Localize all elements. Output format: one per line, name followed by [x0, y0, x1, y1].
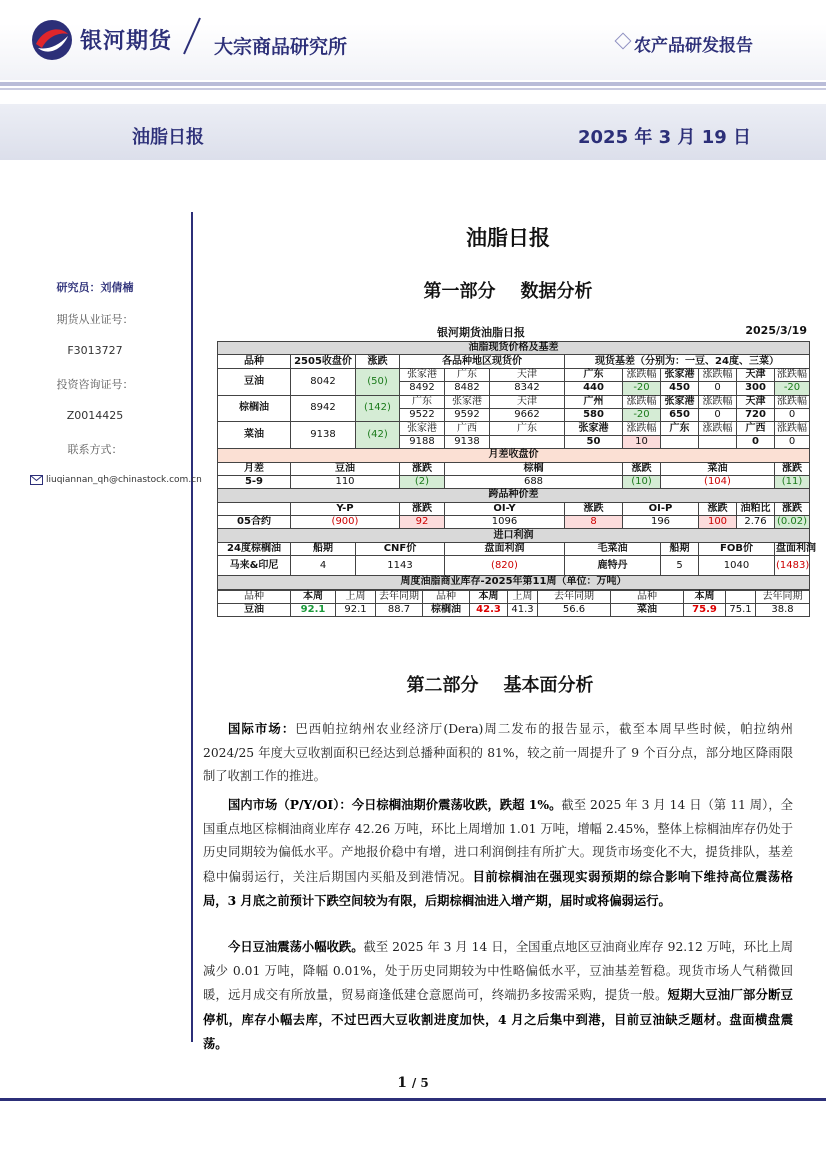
- soy-region: 张家港: [400, 368, 445, 381]
- cross-col: Y-P: [291, 502, 400, 515]
- rape-basis: 50: [565, 435, 623, 448]
- soy-price: 8492: [400, 382, 445, 395]
- spread-cell: 688: [445, 475, 623, 488]
- paragraph-international: [203, 717, 793, 789]
- oil-daily-table: [217, 321, 816, 617]
- para-conclusion: 短期大豆油厂部分断豆停机，库存小幅去库，不过巴西大豆收割进度加快，4 月之后集中到港，目前豆油缺乏题材。盘面横盘震荡。: [203, 987, 793, 1051]
- spread-col: 棕榈: [445, 462, 623, 475]
- row-soy: 豆油: [218, 368, 291, 395]
- page-current: 1: [397, 1075, 407, 1091]
- import-section: 进口利润: [218, 529, 810, 542]
- spread-col: 涨跌: [400, 462, 445, 475]
- rape-close: 9138: [291, 422, 356, 449]
- stock-col: 品种: [423, 590, 470, 603]
- palm-basis-label: 广州: [565, 395, 623, 408]
- rape-basis-label: 涨跌幅: [775, 422, 810, 435]
- import-cell: 鹿特丹: [565, 556, 661, 576]
- stock-col: 上周: [508, 590, 538, 603]
- import-col: 船期: [661, 542, 699, 555]
- page-number: [0, 1075, 826, 1091]
- section-heading-data: 第一部分 数据分析: [423, 281, 593, 302]
- import-col: 船期: [291, 542, 356, 555]
- soy-basis: 440: [565, 382, 623, 395]
- stock-cell: 75.9: [684, 604, 726, 617]
- stock-col: 本周: [291, 590, 336, 603]
- footer-rule: [0, 1098, 826, 1101]
- rape-basis-chg: 0: [775, 435, 810, 448]
- row-rape: 菜油: [218, 422, 291, 449]
- rape-basis-chg: 10: [623, 435, 661, 448]
- para-lead: 今日豆油震荡小幅收跌。: [228, 939, 364, 954]
- import-cell: 1040: [699, 556, 775, 576]
- table-date: 2025/3/19: [745, 324, 807, 337]
- spread-cell: (11): [775, 475, 810, 488]
- import-cell: (1483): [775, 556, 810, 576]
- spread-cell: (104): [661, 475, 775, 488]
- spread-cell: (10): [623, 475, 661, 488]
- soy-basis-label: 天津: [737, 368, 775, 381]
- cross-blank: [218, 502, 291, 515]
- spread-cell: (2): [400, 475, 445, 488]
- stock-cell: 75.1: [726, 604, 756, 617]
- spread-col: 涨跌: [623, 462, 661, 475]
- palm-basis-label: 涨跌幅: [699, 395, 737, 408]
- section-heading-fundamentals: 第二部分 基本面分析: [406, 675, 594, 696]
- palm-basis-label: 天津: [737, 395, 775, 408]
- palm-basis-label: 张家港: [661, 395, 699, 408]
- consult-value: Z0014425: [66, 409, 124, 422]
- stock-col: 本周: [684, 590, 726, 603]
- soy-region: 广东: [445, 368, 490, 381]
- rape-basis-label: 广东: [661, 422, 699, 435]
- soy-basis-chg: -20: [775, 382, 810, 395]
- stock-col: 去年同期: [756, 590, 810, 603]
- col-chg: 涨跌: [356, 355, 400, 368]
- para-body: 截至 2025 年 3 月 14 日（第 11 周），全国重点地区棕榈油商业库存 42.26 万吨，环比上周增加 1.01 万吨，增幅 2.45%，整体上棕榈油库存仍处于历史同期较为偏低水平。产地报价稳中有增，进口利润倒挂有所扩大。现货市场变化不大，提货排队，基差稳中偏弱运行，关注后期国内买船及到港情况。: [203, 798, 793, 884]
- band-title: 油脂日报: [132, 127, 204, 148]
- palm-price: 9662: [490, 408, 565, 421]
- spread-section: 月差收盘价: [218, 449, 810, 462]
- rape-chg: (42): [356, 422, 400, 449]
- stock-section: 周度油脂商业库存-2025年第11周（单位：万吨）: [218, 576, 810, 589]
- col-basis: 现货基差（分别为：一豆、24度、三菜）: [565, 355, 810, 368]
- license-label: 期货从业证号：: [56, 313, 134, 326]
- spread-cell: 5-9: [218, 475, 291, 488]
- soy-close: 8042: [291, 368, 356, 395]
- mail-icon: [30, 475, 43, 485]
- cross-cell: 196: [623, 516, 699, 529]
- header-rule: [0, 82, 826, 86]
- data-table: [217, 341, 816, 590]
- spread-cell: 110: [291, 475, 400, 488]
- stock-cell: 38.8: [756, 604, 810, 617]
- header-rule-thin: [0, 88, 826, 90]
- yinhe-logo-icon: [30, 18, 74, 62]
- rape-region: 广东: [490, 422, 565, 435]
- stock-cell: 92.1: [336, 604, 376, 617]
- stock-col: 本周: [470, 590, 508, 603]
- stock-col: [726, 590, 756, 603]
- cross-col: 涨跌: [699, 502, 737, 515]
- stock-col: 品种: [611, 590, 684, 603]
- palm-basis-chg: -20: [623, 408, 661, 421]
- rape-region: 广西: [445, 422, 490, 435]
- divider-slash-icon: [180, 16, 204, 56]
- paragraph-soyoil: [203, 935, 793, 1057]
- spot-section: 油脂现货价格及基差: [218, 342, 810, 355]
- rape-price: [490, 435, 565, 448]
- spread-col: 涨跌: [775, 462, 810, 475]
- cross-col: 涨跌: [400, 502, 445, 515]
- stock-col: 去年同期: [538, 590, 611, 603]
- spread-col: 菜油: [661, 462, 775, 475]
- rape-basis-label: 张家港: [565, 422, 623, 435]
- soy-chg: (50): [356, 368, 400, 395]
- cross-col: 油粕比: [737, 502, 775, 515]
- stock-cell: 92.1: [291, 604, 336, 617]
- stock-table: [217, 590, 810, 618]
- cross-cell: 100: [699, 516, 737, 529]
- license-value: F3013727: [67, 344, 123, 357]
- report-type: 农产品研发报告: [634, 36, 753, 56]
- soy-basis: 450: [661, 382, 699, 395]
- soy-basis-label: 张家港: [661, 368, 699, 381]
- cross-col: 涨跌: [565, 502, 623, 515]
- spread-col: 月差: [218, 462, 291, 475]
- rape-price: 9188: [400, 435, 445, 448]
- soy-price: 8342: [490, 382, 565, 395]
- para-lead: 国内市场（P/Y/OI）：今日棕榈油期价震荡收跌，跌超 1%。: [228, 797, 562, 812]
- cross-cell: 2.76: [737, 516, 775, 529]
- table-title: 银河期货油脂日报: [437, 326, 525, 339]
- palm-price: 9592: [445, 408, 490, 421]
- rape-basis: 0: [737, 435, 775, 448]
- soy-basis: 300: [737, 382, 775, 395]
- cross-cell: (0.02): [775, 516, 810, 529]
- import-cell: 1143: [356, 556, 445, 576]
- rape-basis-label: 涨跌幅: [623, 422, 661, 435]
- stock-col: 上周: [336, 590, 376, 603]
- soy-basis-chg: -20: [623, 382, 661, 395]
- palm-basis: 720: [737, 408, 775, 421]
- para-conclusion: 目前棕榈油在强现实弱预期的综合影响下维持高位震荡格局，3 月底之前预计下跌空间较为有限，后期棕榈油进入增产期，届时或将偏弱运行。: [203, 868, 793, 908]
- palm-basis: 580: [565, 408, 623, 421]
- stock-cell: 棕榈油: [423, 604, 470, 617]
- cross-label: 05合约: [218, 516, 291, 529]
- row-palm: 棕榈油: [218, 395, 291, 422]
- palm-basis-label: 涨跌幅: [775, 395, 810, 408]
- palm-chg: (142): [356, 395, 400, 422]
- soy-basis-label: 涨跌幅: [775, 368, 810, 381]
- col-variety: 品种: [218, 355, 291, 368]
- sidebar-divider: [191, 212, 193, 1042]
- palm-region: 天津: [490, 395, 565, 408]
- palm-region: 张家港: [445, 395, 490, 408]
- analyst-name: 研究员：刘倩楠: [56, 281, 134, 294]
- palm-basis-label: 涨跌幅: [623, 395, 661, 408]
- stock-col: 去年同期: [376, 590, 423, 603]
- import-col: 盘面利润: [776, 543, 816, 555]
- rape-region: 张家港: [400, 422, 445, 435]
- soy-basis-label: 广东: [565, 368, 623, 381]
- soy-price: 8482: [445, 382, 490, 395]
- import-col: 24度棕榈油: [218, 542, 291, 555]
- cross-col: OI-Y: [445, 502, 565, 515]
- rape-basis-label: 涨跌幅: [699, 422, 737, 435]
- stock-cell: 豆油: [218, 604, 291, 617]
- spread-col: 豆油: [291, 462, 400, 475]
- import-col: FOB价: [699, 542, 775, 555]
- palm-close: 8942: [291, 395, 356, 422]
- import-col: 毛菜油: [565, 542, 661, 555]
- import-cell: 马来&印尼: [218, 556, 291, 576]
- para-lead: 国际市场：: [228, 721, 296, 736]
- paragraph-domestic: [203, 793, 793, 914]
- band-date: 2025 年 3 月 19 日: [578, 127, 752, 148]
- rape-price: 9138: [445, 435, 490, 448]
- palm-basis: 650: [661, 408, 699, 421]
- stock-cell: 88.7: [376, 604, 423, 617]
- col-close: 2505收盘价: [291, 355, 356, 368]
- import-cell: (820): [445, 556, 565, 576]
- institute-name: 大宗商品研究所: [214, 36, 348, 58]
- stock-cell: 41.3: [508, 604, 538, 617]
- import-col: 盘面利润: [445, 542, 565, 555]
- para-body: 截至 2025 年 3 月 14 日，全国重点地区豆油商业库存 92.12 万吨，环比上周减少 0.01 万吨，降幅 0.01%，处于历史同期较为中性略偏低水平，豆油基差暂稳。现货市场人气稍微回暖，远月成交有所放量，贸易商逢低建仓意愿尚可，终端扔多按需采购，提货一般。: [203, 940, 793, 1002]
- palm-region: 广东: [400, 395, 445, 408]
- brand-name: 银河期货: [80, 29, 173, 54]
- import-col: CNF价: [356, 542, 445, 555]
- import-cell: 5: [661, 556, 699, 576]
- rape-basis: [661, 435, 699, 448]
- rape-basis-chg: [699, 435, 737, 448]
- report-title: 油脂日报: [466, 226, 550, 250]
- palm-basis-chg: 0: [775, 408, 810, 421]
- cross-cell: (900): [291, 516, 400, 529]
- palm-basis-chg: 0: [699, 408, 737, 421]
- cross-section: 跨品种价差: [218, 489, 810, 502]
- soy-region: 天津: [490, 368, 565, 381]
- cross-cell: 92: [400, 516, 445, 529]
- stock-cell: 42.3: [470, 604, 508, 617]
- cross-col: 涨跌: [775, 502, 810, 515]
- page-total: / 5: [411, 1076, 429, 1090]
- palm-price: 9522: [400, 408, 445, 421]
- cross-cell: 8: [565, 516, 623, 529]
- consult-label: 投资咨询证号：: [56, 378, 134, 391]
- stock-cell: 56.6: [538, 604, 611, 617]
- stock-cell: 菜油: [611, 604, 684, 617]
- stock-col: 品种: [218, 590, 291, 603]
- rape-basis-label: 广西: [737, 422, 775, 435]
- soy-basis-label: 涨跌幅: [699, 368, 737, 381]
- soy-basis-label: 涨跌幅: [623, 368, 661, 381]
- para-body: 巴西帕拉纳州农业经济厅(Dera)周二发布的报告显示，截至本周早些时候，帕拉纳州 2024/25 年度大豆收割面积已经达到总播种面积的 81%，较之前一周提升了 9 个百分点，部分地区降雨限制了收割工作的推进。: [203, 722, 793, 783]
- contact-label: 联系方式：: [67, 443, 123, 456]
- col-regional: 各品种地区现货价: [400, 355, 565, 368]
- contact-email[interactable]: liuqiannan_qh@chinastock.com.cn: [46, 475, 202, 485]
- soy-basis-chg: 0: [699, 382, 737, 395]
- cross-col: OI-P: [623, 502, 699, 515]
- import-cell: 4: [291, 556, 356, 576]
- cross-cell: 1096: [445, 516, 565, 529]
